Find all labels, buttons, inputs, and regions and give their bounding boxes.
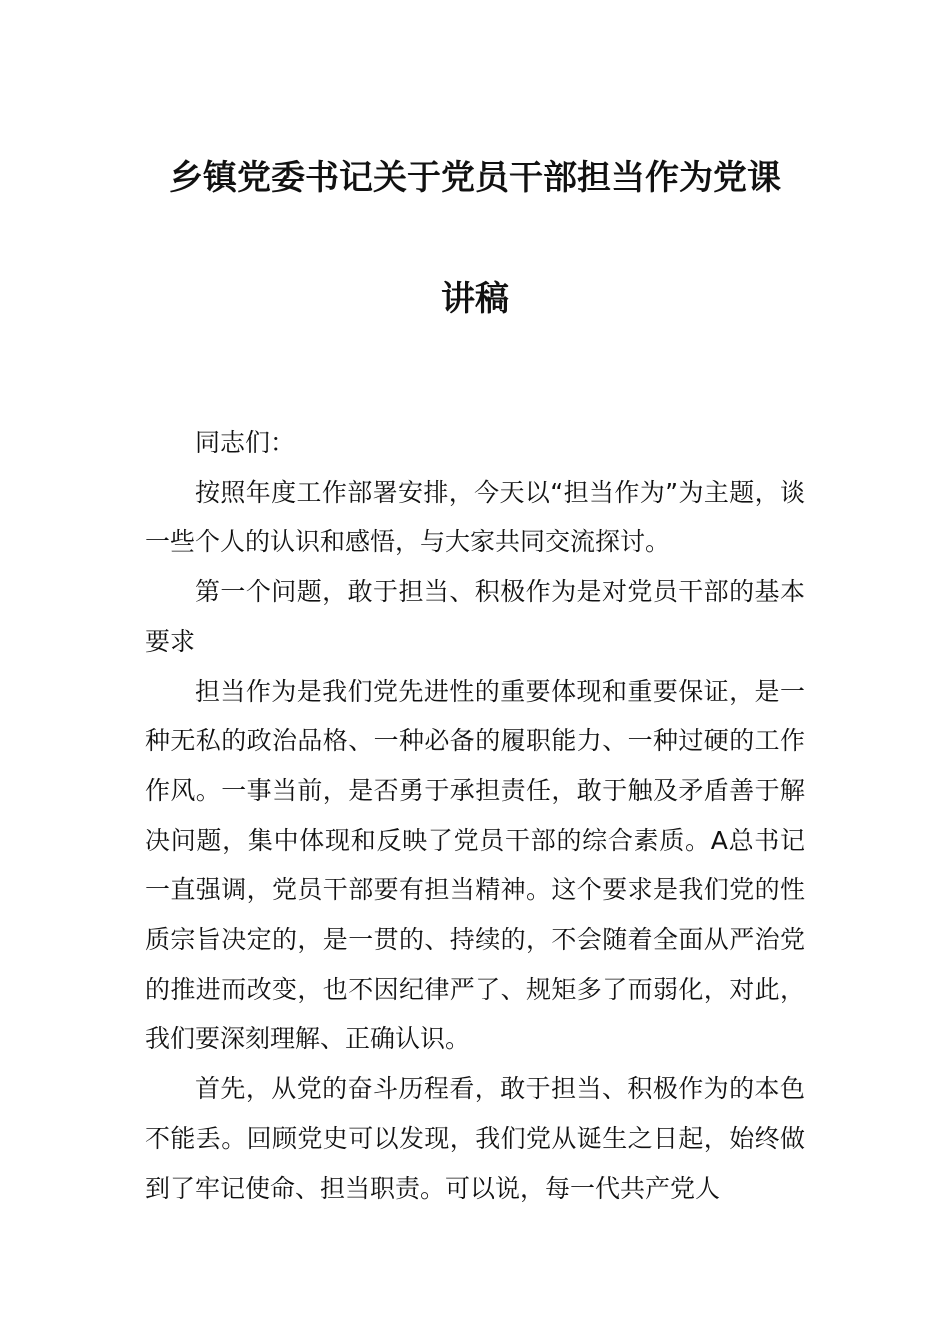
paragraph-body-1: 担当作为是我们党先进性的重要体现和重要保证，是一种无私的政治品格、一种必备的履职能力、一种过硬的工作作风。一事当前，是否勇于承担责任，敢于触及矛盾善于解决问题，集中体现和反映了党员干部的综合素质。A总书记一直强调，党员干部要有担当精神。这个要求是我们党的性质宗旨决定的，是一贯的、持续的，不会随着全面从严治党的推进而改变，也不因纪律严了、规矩多了而弱化，对此，我们要深刻理解、正确认识。 bbox=[145, 676, 805, 1054]
document-body bbox=[145, 418, 805, 1213]
paragraph-intro: 按照年度工作部署安排，今天以“担当作为”为主题，谈一些个人的认识和感悟，与大家共同交流探讨。 bbox=[145, 477, 805, 557]
document-title-line-1: 乡镇党委书记关于党员干部担当作为党课 bbox=[169, 158, 781, 198]
salutation: 同志们： bbox=[195, 428, 296, 457]
paragraph-section-heading: 第一个问题，敢于担当、积极作为是对党员干部的基本要求 bbox=[145, 577, 805, 656]
document-title-line-2: 讲稿 bbox=[441, 279, 509, 319]
paragraph-body-2: 首先，从党的奋斗历程看，敢于担当、积极作为的本色不能丢。回顾党史可以发现，我们党从诞生之日起，始终做到了牢记使命、担当职责。可以说，每一代共产党人 bbox=[145, 1074, 805, 1203]
